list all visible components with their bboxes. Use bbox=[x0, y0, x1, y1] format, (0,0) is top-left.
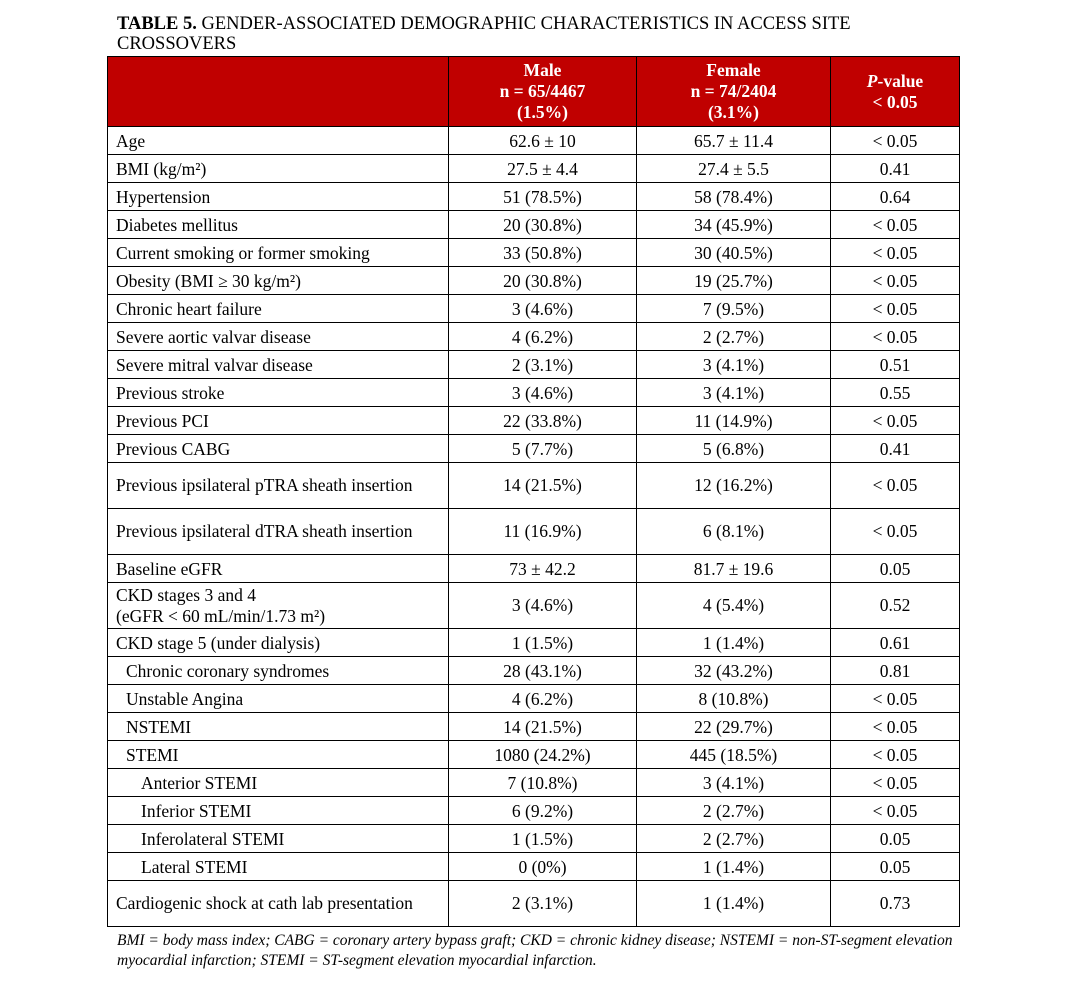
female-value: 4 (5.4%) bbox=[637, 583, 831, 629]
table-title-prefix: TABLE 5. bbox=[117, 14, 197, 34]
female-value: 11 (14.9%) bbox=[637, 407, 831, 435]
p-value: < 0.05 bbox=[831, 797, 960, 825]
male-value: 5 (7.7%) bbox=[449, 435, 637, 463]
p-value: < 0.05 bbox=[831, 509, 960, 555]
female-value: 8 (10.8%) bbox=[637, 685, 831, 713]
table-row bbox=[108, 713, 960, 741]
male-value: 3 (4.6%) bbox=[449, 379, 637, 407]
row-label: Inferior STEMI bbox=[108, 797, 449, 825]
female-value: 58 (78.4%) bbox=[637, 183, 831, 211]
male-value: 62.6 ± 10 bbox=[449, 127, 637, 155]
p-value: 0.41 bbox=[831, 435, 960, 463]
male-value: 2 (3.1%) bbox=[449, 351, 637, 379]
female-value: 34 (45.9%) bbox=[637, 211, 831, 239]
p-value: < 0.05 bbox=[831, 127, 960, 155]
male-value: 6 (9.2%) bbox=[449, 797, 637, 825]
row-label: Lateral STEMI bbox=[108, 853, 449, 881]
table-row bbox=[108, 741, 960, 769]
female-value: 81.7 ± 19.6 bbox=[637, 555, 831, 583]
table-row bbox=[108, 853, 960, 881]
female-value: 1 (1.4%) bbox=[637, 881, 831, 927]
female-value: 7 (9.5%) bbox=[637, 295, 831, 323]
table-row bbox=[108, 155, 960, 183]
male-value: 73 ± 42.2 bbox=[449, 555, 637, 583]
male-value: 1 (1.5%) bbox=[449, 629, 637, 657]
female-value: 5 (6.8%) bbox=[637, 435, 831, 463]
female-value: 1 (1.4%) bbox=[637, 853, 831, 881]
p-value: < 0.05 bbox=[831, 741, 960, 769]
table-row bbox=[108, 629, 960, 657]
row-label: STEMI bbox=[108, 741, 449, 769]
row-label: CKD stage 5 (under dialysis) bbox=[108, 629, 449, 657]
female-value: 65.7 ± 11.4 bbox=[637, 127, 831, 155]
p-value: 0.05 bbox=[831, 555, 960, 583]
p-value: < 0.05 bbox=[831, 769, 960, 797]
table-row bbox=[108, 323, 960, 351]
p-value: 0.64 bbox=[831, 183, 960, 211]
female-value: 32 (43.2%) bbox=[637, 657, 831, 685]
header-pvalue: P-value < 0.05 bbox=[831, 57, 960, 127]
male-value: 22 (33.8%) bbox=[449, 407, 637, 435]
table-body bbox=[108, 127, 960, 927]
row-label: Anterior STEMI bbox=[108, 769, 449, 797]
row-label: Inferolateral STEMI bbox=[108, 825, 449, 853]
p-value: < 0.05 bbox=[831, 685, 960, 713]
table-footnote: BMI = body mass index; CABG = coronary artery bypass graft; CKD = chronic kidney disease; NSTEMI = non-ST-segment elevation myocardial infarction; STEMI = ST-segment elevation myocardial infarction. bbox=[117, 932, 953, 969]
table-row bbox=[108, 407, 960, 435]
p-value: 0.51 bbox=[831, 351, 960, 379]
table-row bbox=[108, 267, 960, 295]
female-value: 2 (2.7%) bbox=[637, 825, 831, 853]
table-row bbox=[108, 657, 960, 685]
male-value: 11 (16.9%) bbox=[449, 509, 637, 555]
row-label: BMI (kg/m²) bbox=[108, 155, 449, 183]
female-value: 2 (2.7%) bbox=[637, 797, 831, 825]
male-value: 1 (1.5%) bbox=[449, 825, 637, 853]
p-value: 0.61 bbox=[831, 629, 960, 657]
row-label: Baseline eGFR bbox=[108, 555, 449, 583]
row-label: Previous stroke bbox=[108, 379, 449, 407]
male-value: 27.5 ± 4.4 bbox=[449, 155, 637, 183]
male-value: 0 (0%) bbox=[449, 853, 637, 881]
p-value: 0.55 bbox=[831, 379, 960, 407]
table-row bbox=[108, 435, 960, 463]
male-value: 3 (4.6%) bbox=[449, 295, 637, 323]
table-row bbox=[108, 583, 960, 629]
male-value: 20 (30.8%) bbox=[449, 211, 637, 239]
table-row bbox=[108, 211, 960, 239]
table-row bbox=[108, 295, 960, 323]
table-row bbox=[108, 351, 960, 379]
p-value: < 0.05 bbox=[831, 211, 960, 239]
male-value: 7 (10.8%) bbox=[449, 769, 637, 797]
table-row bbox=[108, 379, 960, 407]
female-value: 3 (4.1%) bbox=[637, 379, 831, 407]
male-value: 14 (21.5%) bbox=[449, 713, 637, 741]
female-value: 3 (4.1%) bbox=[637, 769, 831, 797]
document-page bbox=[107, 14, 959, 971]
p-value: < 0.05 bbox=[831, 267, 960, 295]
female-value: 445 (18.5%) bbox=[637, 741, 831, 769]
table-title bbox=[117, 14, 959, 54]
table-header-row bbox=[108, 57, 960, 127]
row-label: Previous ipsilateral pTRA sheath insertion bbox=[108, 463, 449, 509]
p-value: < 0.05 bbox=[831, 295, 960, 323]
table-row bbox=[108, 797, 960, 825]
table-row bbox=[108, 183, 960, 211]
table-title-text: GENDER-ASSOCIATED DEMOGRAPHIC CHARACTERISTICS IN ACCESS SITE CROSSOVERS bbox=[117, 14, 851, 54]
row-label: Previous ipsilateral dTRA sheath insertion bbox=[108, 509, 449, 555]
header-male: Male n = 65/4467 (1.5%) bbox=[449, 57, 637, 127]
p-value: < 0.05 bbox=[831, 463, 960, 509]
female-value: 30 (40.5%) bbox=[637, 239, 831, 267]
table-row bbox=[108, 769, 960, 797]
row-label: Current smoking or former smoking bbox=[108, 239, 449, 267]
row-label: Severe mitral valvar disease bbox=[108, 351, 449, 379]
male-value: 14 (21.5%) bbox=[449, 463, 637, 509]
p-value: 0.52 bbox=[831, 583, 960, 629]
table-row bbox=[108, 881, 960, 927]
table-row bbox=[108, 239, 960, 267]
female-value: 27.4 ± 5.5 bbox=[637, 155, 831, 183]
p-value: < 0.05 bbox=[831, 713, 960, 741]
male-value: 20 (30.8%) bbox=[449, 267, 637, 295]
male-value: 51 (78.5%) bbox=[449, 183, 637, 211]
female-value: 1 (1.4%) bbox=[637, 629, 831, 657]
male-value: 2 (3.1%) bbox=[449, 881, 637, 927]
male-value: 4 (6.2%) bbox=[449, 323, 637, 351]
row-label: Diabetes mellitus bbox=[108, 211, 449, 239]
row-label: Chronic coronary syndromes bbox=[108, 657, 449, 685]
female-value: 2 (2.7%) bbox=[637, 323, 831, 351]
header-characteristic bbox=[108, 57, 449, 127]
p-value: 0.05 bbox=[831, 853, 960, 881]
row-label: Previous PCI bbox=[108, 407, 449, 435]
row-label: Obesity (BMI ≥ 30 kg/m²) bbox=[108, 267, 449, 295]
p-value: 0.81 bbox=[831, 657, 960, 685]
p-value: < 0.05 bbox=[831, 323, 960, 351]
female-value: 12 (16.2%) bbox=[637, 463, 831, 509]
female-value: 19 (25.7%) bbox=[637, 267, 831, 295]
row-label: Severe aortic valvar disease bbox=[108, 323, 449, 351]
row-label: Chronic heart failure bbox=[108, 295, 449, 323]
female-value: 3 (4.1%) bbox=[637, 351, 831, 379]
p-value: 0.05 bbox=[831, 825, 960, 853]
male-value: 4 (6.2%) bbox=[449, 685, 637, 713]
p-value: 0.73 bbox=[831, 881, 960, 927]
row-label: NSTEMI bbox=[108, 713, 449, 741]
male-value: 33 (50.8%) bbox=[449, 239, 637, 267]
table-row bbox=[108, 127, 960, 155]
female-value: 6 (8.1%) bbox=[637, 509, 831, 555]
row-label: Unstable Angina bbox=[108, 685, 449, 713]
header-female: Female n = 74/2404 (3.1%) bbox=[637, 57, 831, 127]
table-row bbox=[108, 555, 960, 583]
p-value: 0.41 bbox=[831, 155, 960, 183]
table-row bbox=[108, 825, 960, 853]
row-label: Cardiogenic shock at cath lab presentation bbox=[108, 881, 449, 927]
table-row bbox=[108, 509, 960, 555]
row-label: Age bbox=[108, 127, 449, 155]
row-label: Previous CABG bbox=[108, 435, 449, 463]
male-value: 28 (43.1%) bbox=[449, 657, 637, 685]
p-value: < 0.05 bbox=[831, 239, 960, 267]
p-value: < 0.05 bbox=[831, 407, 960, 435]
table-row bbox=[108, 463, 960, 509]
demographics-table bbox=[107, 56, 960, 927]
male-value: 3 (4.6%) bbox=[449, 583, 637, 629]
table-row bbox=[108, 685, 960, 713]
row-label: CKD stages 3 and 4 (eGFR < 60 mL/min/1.73 m²) bbox=[108, 583, 449, 629]
male-value: 1080 (24.2%) bbox=[449, 741, 637, 769]
female-value: 22 (29.7%) bbox=[637, 713, 831, 741]
row-label: Hypertension bbox=[108, 183, 449, 211]
